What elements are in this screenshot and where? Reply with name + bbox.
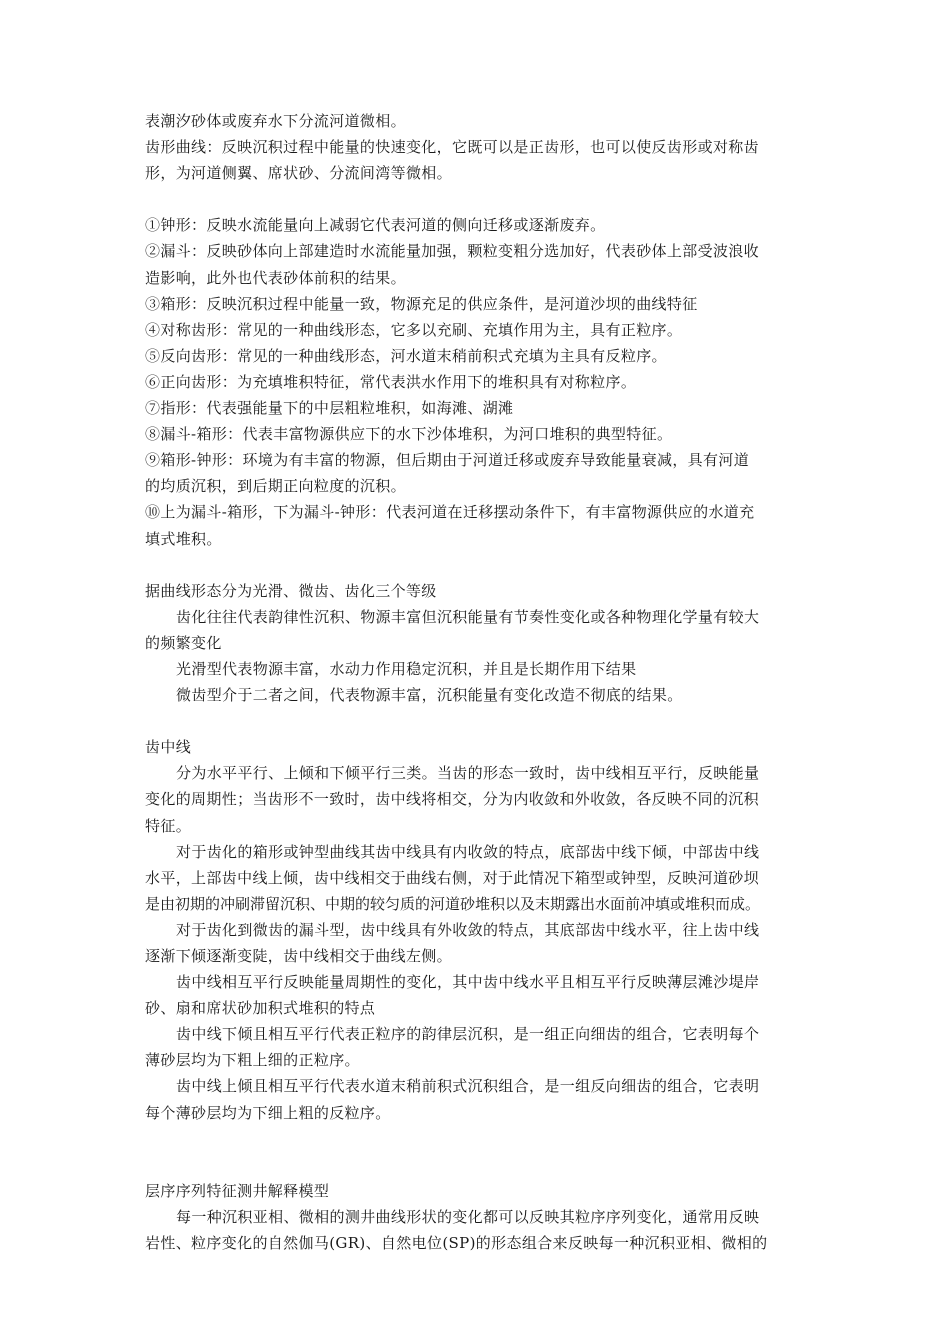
text-line: 齿中线下倾且相互平行代表正粒序的韵律层沉积，是一组正向细齿的组合，它表明每个	[176, 1025, 760, 1044]
text-line: 形，为河道侧翼、席状砂、分流间湾等微相。	[145, 164, 453, 183]
text-line: 造影响，此外也代表砂体前积的结果。	[145, 268, 406, 287]
document-page	[145, 108, 811, 1256]
text-line: ②漏斗：反映砂体向上部建造时水流能量加强，颗粒变粗分选加好，代表砂体上部受波浪收	[145, 242, 760, 261]
text-line: 是由初期的冲刷滞留沉积、中期的较匀质的河道砂堆积以及末期露出水面前冲填或堆积而成。	[145, 894, 761, 913]
text-line: 特征。	[145, 816, 192, 835]
text-line: 变化的周期性；当齿形不一致时，齿中线将相交，分为内收敛和外收敛，各反映不同的沉积	[145, 790, 760, 809]
text-line: 光滑型代表物源丰富，水动力作用稳定沉积，并且是长期作用下结果	[176, 659, 637, 678]
text-line: ⑥正向齿形：为充填堆积特征，常代表洪水作用下的堆积具有对称粒序。	[145, 372, 637, 391]
text-line: 齿形曲线：反映沉积过程中能量的快速变化，它既可以是正齿形，也可以使反齿形或对称齿	[145, 138, 760, 157]
text-line: ①钟形：反映水流能量向上减弱它代表河道的侧向迁移或逐渐废弃。	[145, 216, 606, 235]
text-line: 的均质沉积，到后期正向粒度的沉积。	[145, 477, 406, 496]
section-heading: 齿中线	[145, 738, 192, 757]
text-line: ⑨箱形-钟形：环境为有丰富的物源，但后期由于河道迁移或废弃导致能量衰减，具有河道	[145, 451, 750, 470]
text-line: 齿化往往代表韵律性沉积、物源丰富但沉积能量有节奏性变化或各种物理化学量有较大	[176, 607, 760, 626]
text-line: 砂、扇和席状砂加积式堆积的特点	[145, 999, 376, 1018]
text-line: 岩性、粒序变化的自然伽马(GR)、自然电位(SP)的形态组合来反映每一种沉积亚相、微相的	[145, 1234, 768, 1253]
text-line: 齿中线相互平行反映能量周期性的变化，其中齿中线水平且相互平行反映薄层滩沙堤岸	[176, 973, 760, 992]
blank-line	[145, 1152, 811, 1178]
text-line: 薄砂层均为下粗上细的正粒序。	[145, 1051, 360, 1070]
text-line: 对于齿化到微齿的漏斗型，齿中线具有外收敛的特点，其底部齿中线水平，往上齿中线	[176, 920, 760, 939]
text-line: 微齿型介于二者之间，代表物源丰富，沉积能量有变化改造不彻底的结果。	[176, 686, 683, 705]
section-heading: 据曲线形态分为光滑、微齿、齿化三个等级	[145, 581, 437, 600]
text-line: ⑦指形：代表强能量下的中层粗粒堆积，如海滩、湖滩	[145, 399, 514, 418]
text-line: 填式堆积。	[145, 529, 222, 548]
text-line: ⑤反向齿形：常见的一种曲线形态，河水道末稍前积式充填为主具有反粒序。	[145, 346, 667, 365]
text-line: ④对称齿形：常见的一种曲线形态，它多以充刷、充填作用为主，具有正粒序。	[145, 320, 683, 339]
text-line: 逐渐下倾逐渐变陡，齿中线相交于曲线左侧。	[145, 947, 453, 965]
text-line: 水平，上部齿中线上倾，齿中线相交于曲线右侧，对于此情况下箱型或钟型，反映河道砂坝	[145, 868, 760, 887]
blank-line	[145, 186, 811, 212]
blank-line	[145, 1126, 811, 1152]
text-line: ⑧漏斗-箱形：代表丰富物源供应下的水下沙体堆积，为河口堆积的典型特征。	[145, 425, 673, 444]
text-line: 表潮汐砂体或废弃水下分流河道微相。	[145, 112, 406, 130]
text-line: ⑩上为漏斗-箱形，下为漏斗-钟形：代表河道在迁移摆动条件下，有丰富物源供应的水道充	[145, 503, 755, 522]
text-line: 的频繁变化	[145, 633, 222, 652]
section-heading: 层序序列特征测井解释模型	[145, 1181, 330, 1200]
text-line: 对于齿化的箱形或钟型曲线其齿中线具有内收敛的特点，底部齿中线下倾，中部齿中线	[176, 842, 760, 861]
text-line: 每个薄砂层均为下细上粗的反粒序。	[145, 1103, 391, 1122]
text-line: 齿中线上倾且相互平行代表水道末稍前积式沉积组合，是一组反向细齿的组合，它表明	[176, 1077, 760, 1096]
blank-line	[145, 552, 811, 578]
text-line: ③箱形：反映沉积过程中能量一致，物源充足的供应条件，是河道沙坝的曲线特征	[145, 294, 698, 313]
text-line: 分为水平平行、上倾和下倾平行三类。当齿的形态一致时，齿中线相互平行，反映能量	[176, 764, 760, 783]
text-line: 每一种沉积亚相、微相的测井曲线形状的变化都可以反映其粒序序列变化，通常用反映	[176, 1207, 760, 1226]
blank-line	[145, 708, 811, 734]
